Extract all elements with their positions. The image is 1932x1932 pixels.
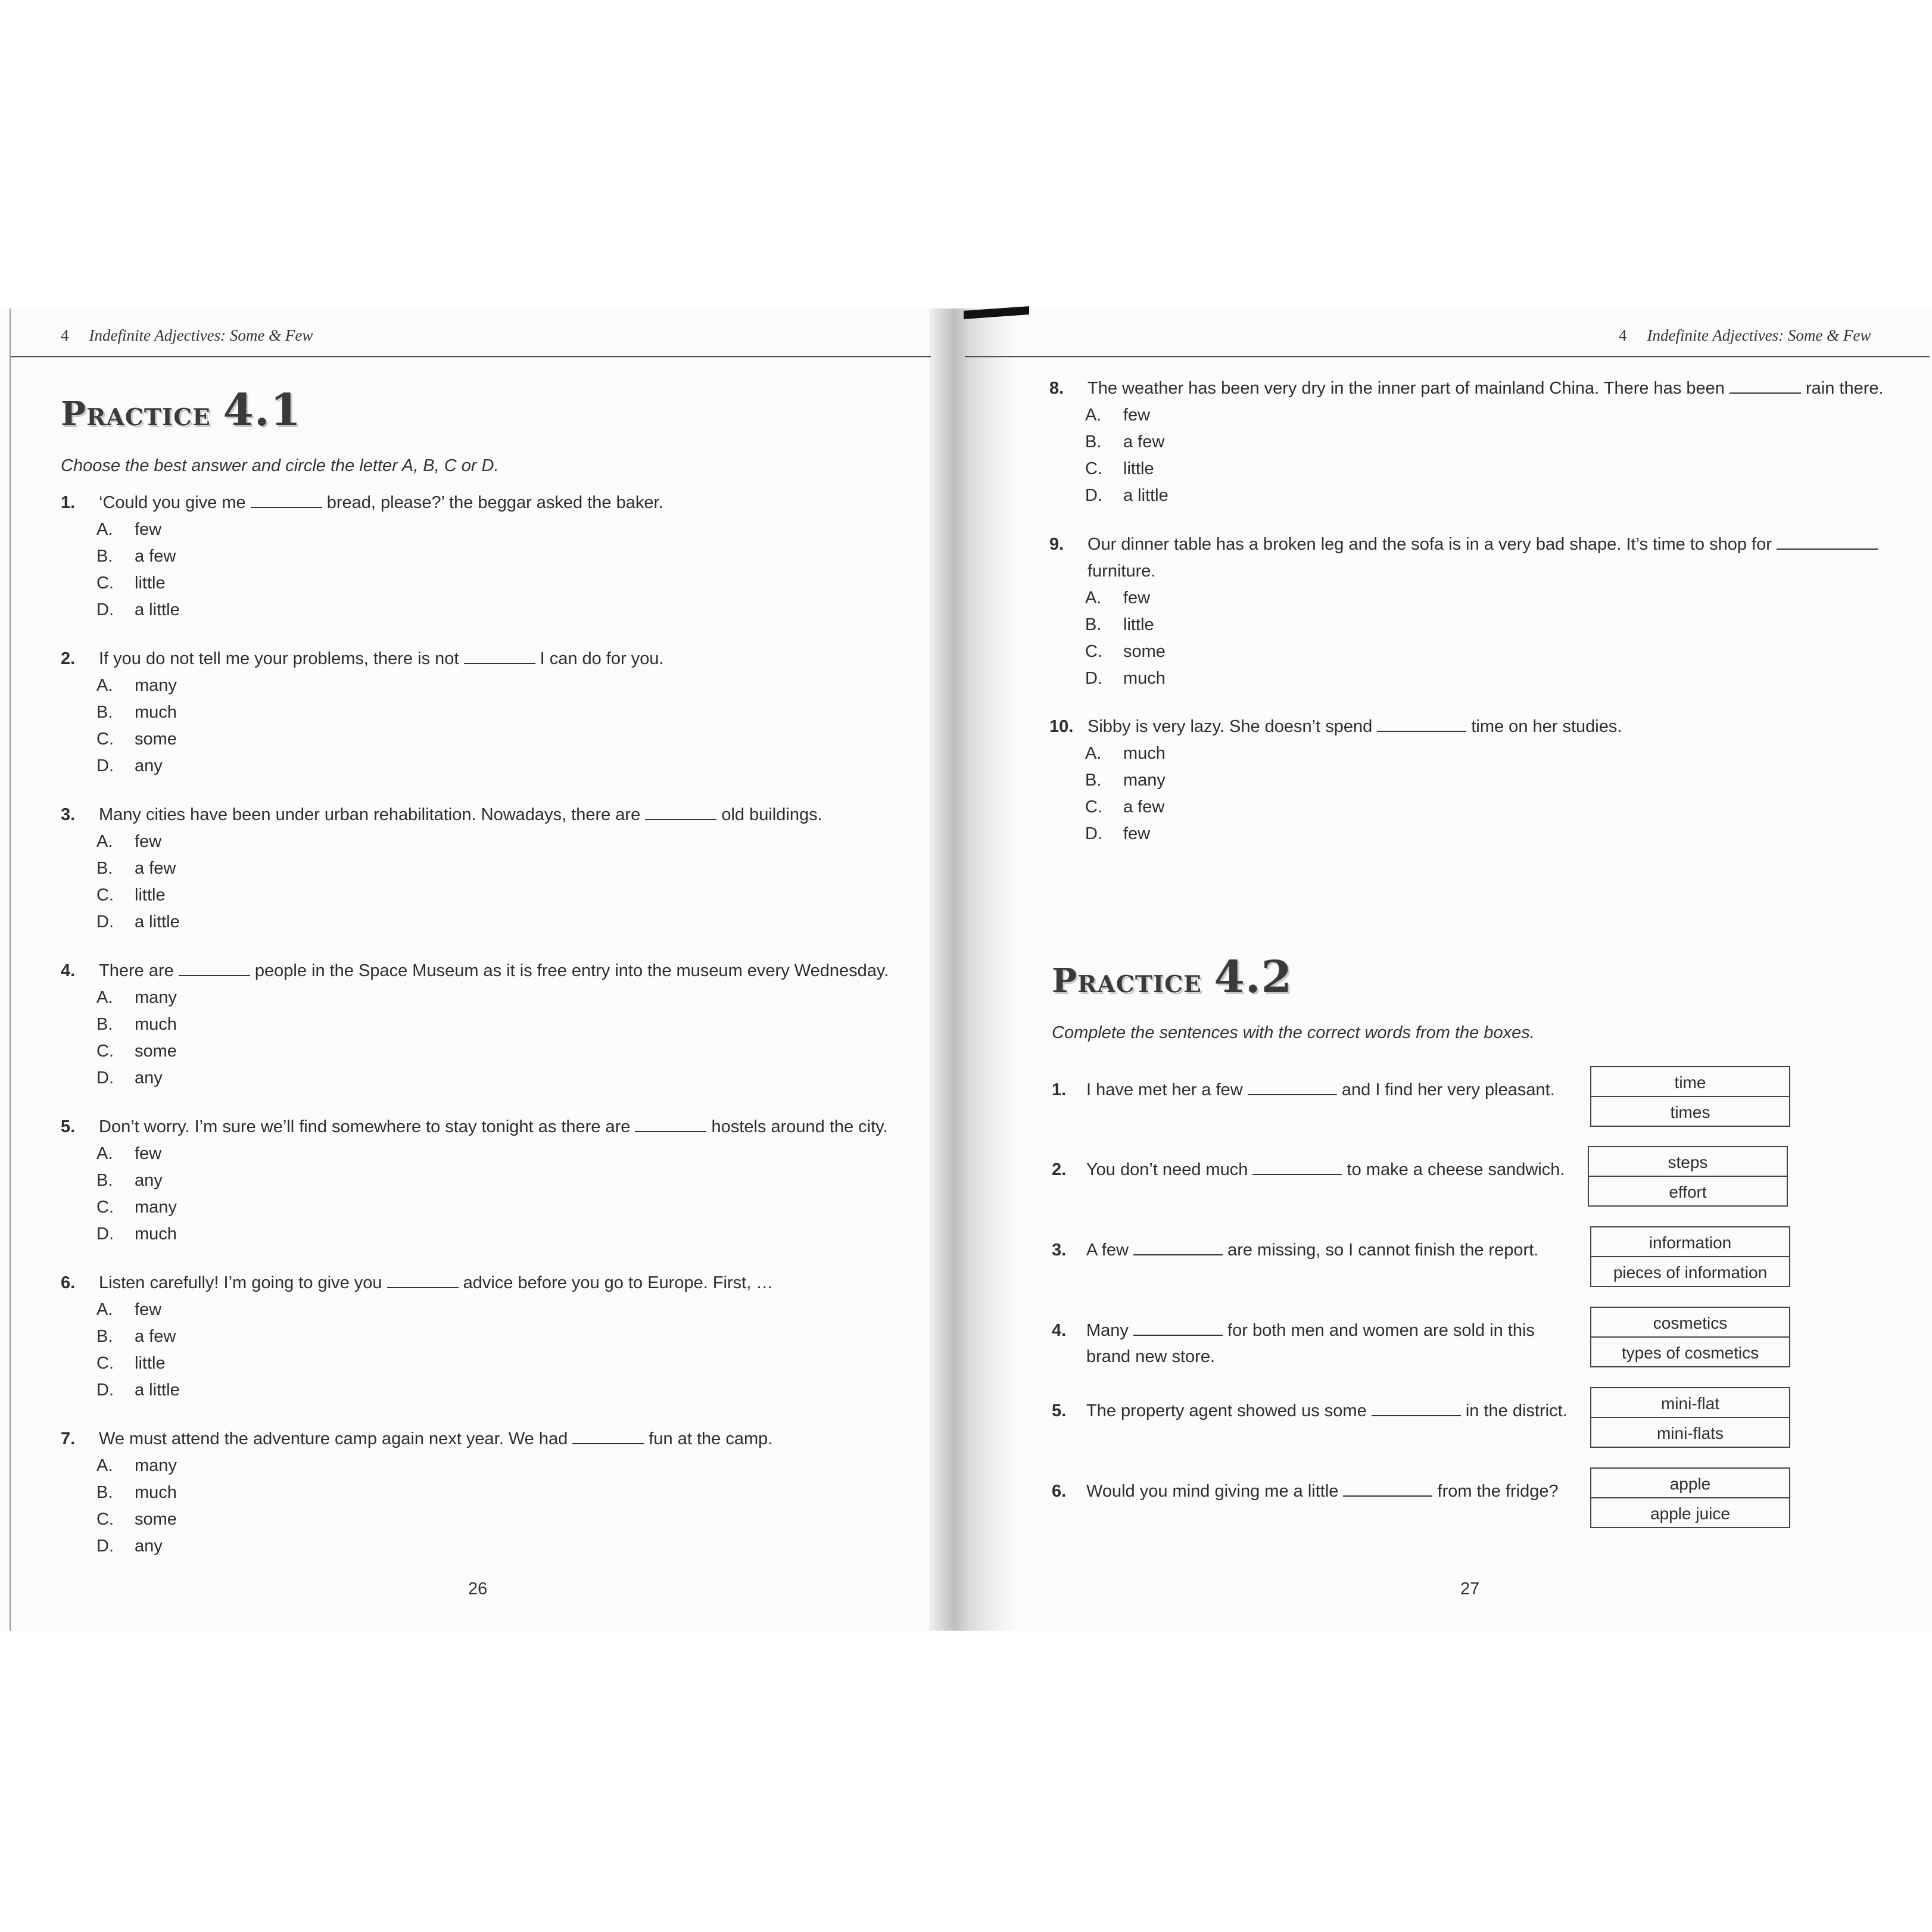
question-text-after: rain there. (1806, 379, 1884, 398)
answer-option[interactable] (61, 1377, 906, 1404)
option-letter: D. (96, 600, 114, 619)
option-text: few (1123, 406, 1151, 425)
fill-question-item (1052, 1317, 1576, 1370)
option-text: few (135, 1144, 162, 1163)
practice-title (61, 385, 301, 436)
right-page (965, 309, 1932, 1631)
question-number: 6. (61, 1273, 76, 1292)
question-number: 9. (1049, 535, 1064, 554)
answer-option[interactable] (61, 855, 906, 882)
option-text: much (135, 703, 177, 722)
option-letter: B. (1085, 432, 1102, 451)
option-text: few (135, 520, 162, 539)
answer-blank[interactable] (572, 1428, 644, 1444)
question-stem (61, 958, 906, 984)
question-text-after: bread, please?’ the beggar asked the baker. (326, 493, 663, 512)
question-text-after: and I find her very pleasant. (1341, 1080, 1555, 1099)
answer-blank[interactable] (1248, 1079, 1337, 1095)
answer-option[interactable] (61, 699, 906, 726)
question-text-before: Sibby is very lazy. She doesn’t spend (1087, 717, 1373, 736)
running-head (61, 326, 313, 345)
question-stem (1052, 1157, 1576, 1183)
question-number: 4. (1052, 1321, 1067, 1340)
option-letter: A. (96, 520, 113, 539)
question-text-before: Our dinner table has a broken leg and the sofa is in a very bad shape. It’s time to shop for (1087, 535, 1772, 554)
answer-option[interactable] (61, 597, 906, 624)
question-text-before: ‘Could you give me (99, 493, 246, 512)
question-number: 7. (61, 1429, 76, 1448)
word-choice[interactable]: mini-flat (1660, 1394, 1719, 1413)
word-choice-box (1590, 1226, 1790, 1287)
word-choice-box (1590, 1066, 1790, 1127)
option-letter: B. (96, 859, 113, 878)
practice-word: Practice (1052, 961, 1202, 1001)
answer-option[interactable] (61, 1011, 906, 1038)
option-text: few (1123, 588, 1151, 607)
question-stem (1049, 713, 1919, 740)
word-choice-box (1590, 1467, 1790, 1528)
option-text: any (135, 756, 163, 775)
answer-option[interactable] (61, 1221, 906, 1248)
question-text-after: in the district. (1465, 1401, 1568, 1420)
option-text: little (135, 574, 166, 593)
option-letter: A. (1085, 588, 1102, 607)
answer-blank[interactable] (179, 959, 250, 976)
question-stem (61, 1114, 906, 1140)
answer-option[interactable] (1049, 482, 1919, 509)
option-text: many (135, 676, 177, 695)
option-text: much (1123, 744, 1166, 763)
question-number: 1. (1052, 1080, 1067, 1099)
answer-option[interactable] (61, 1506, 906, 1533)
option-text: some (135, 1042, 177, 1061)
question-item (1049, 375, 1919, 509)
answer-blank[interactable] (1372, 1400, 1461, 1416)
question-stem (61, 646, 906, 672)
option-text: few (135, 832, 162, 851)
option-letter: D. (96, 1537, 114, 1556)
question-text-before: We must attend the adventure camp again next year. We had (99, 1429, 568, 1448)
answer-blank[interactable] (1777, 533, 1878, 550)
word-choice[interactable]: time (1674, 1073, 1706, 1092)
answer-option[interactable] (61, 672, 906, 699)
answer-option[interactable] (61, 984, 906, 1011)
answer-option[interactable] (61, 570, 906, 597)
question-text-after: I can do for you. (540, 649, 664, 668)
question-text-after: from the fridge? (1437, 1482, 1559, 1501)
header-rule (11, 356, 931, 357)
option-letter: D. (1085, 669, 1102, 688)
question-text-after: furniture. (1087, 562, 1156, 581)
question-stem (61, 802, 906, 828)
question-item (1049, 531, 1919, 692)
answer-option[interactable] (61, 1533, 906, 1560)
question-stem (1049, 531, 1919, 585)
practice-word: Practice (61, 394, 211, 434)
answer-option[interactable] (1049, 429, 1919, 456)
question-item (61, 1270, 906, 1404)
option-text: a little (135, 912, 180, 931)
question-stem (1052, 1077, 1576, 1103)
option-text: few (135, 1300, 162, 1319)
answer-option[interactable] (1049, 821, 1919, 847)
question-item (61, 1114, 906, 1248)
option-text: much (1123, 669, 1166, 688)
answer-option[interactable] (61, 543, 906, 570)
option-letter: C. (96, 1510, 114, 1529)
answer-option[interactable] (61, 882, 906, 909)
option-letter: C. (96, 574, 114, 593)
practice-number: 4.2 (1214, 952, 1293, 1003)
option-letter: C. (96, 1042, 114, 1061)
answer-option[interactable] (1049, 740, 1919, 767)
question-item (61, 646, 906, 780)
question-text-before: Would you mind giving me a little (1086, 1482, 1339, 1501)
option-letter: C. (1085, 459, 1102, 478)
word-choice[interactable]: steps (1668, 1153, 1708, 1171)
answer-option[interactable] (1049, 767, 1919, 794)
option-letter: A. (96, 676, 113, 695)
answer-option[interactable] (1049, 638, 1919, 665)
option-text: many (135, 988, 177, 1007)
answer-blank[interactable] (1133, 1239, 1223, 1255)
option-text: a little (135, 600, 180, 619)
option-letter: B. (96, 1483, 113, 1502)
option-text: a little (1123, 486, 1168, 505)
option-letter: C. (96, 730, 114, 749)
answer-option[interactable] (61, 516, 906, 543)
running-head (1619, 326, 1871, 345)
question-text-before: Don’t worry. I’m sure we’ll find somewhere to stay tonight as there are (99, 1117, 631, 1136)
question-item (1049, 713, 1919, 847)
answer-blank[interactable] (251, 491, 322, 508)
answer-option[interactable] (1049, 456, 1919, 482)
answer-option[interactable] (61, 1065, 906, 1092)
answer-option[interactable] (61, 726, 906, 753)
option-text: a few (135, 1327, 176, 1346)
question-number: 1. (61, 493, 76, 512)
option-letter: D. (1085, 824, 1102, 843)
option-text: a few (1123, 432, 1165, 451)
practice-number: 4.1 (223, 385, 302, 436)
answer-option[interactable] (1049, 612, 1919, 638)
question-stem (1049, 375, 1919, 402)
chapter-number: 4 (1619, 326, 1627, 344)
option-text: a little (135, 1381, 180, 1400)
question-text-after: people in the Space Museum as it is free entry into the museum every Wednesday. (254, 961, 889, 980)
answer-option[interactable] (61, 1297, 906, 1323)
answer-option[interactable] (61, 1194, 906, 1221)
option-letter: A. (96, 1144, 113, 1163)
word-choice-box (1590, 1387, 1790, 1448)
option-letter: C. (96, 1198, 114, 1217)
option-letter: D. (96, 1068, 114, 1087)
option-letter: B. (96, 1171, 113, 1190)
answer-blank[interactable] (645, 803, 716, 820)
question-stem (61, 1426, 906, 1453)
instruction-text: Choose the best answer and circle the letter A, B, C or D. (61, 456, 499, 475)
question-text-before: Many (1086, 1321, 1129, 1340)
page-number: 26 (468, 1579, 488, 1598)
word-choice-box (1590, 1307, 1790, 1367)
answer-option[interactable] (61, 828, 906, 855)
option-letter: D. (96, 1381, 114, 1400)
option-text: much (135, 1483, 177, 1502)
answer-blank[interactable] (1377, 715, 1466, 732)
answer-blank[interactable] (1252, 1158, 1342, 1175)
header-rule (965, 356, 1930, 357)
option-letter: A. (1085, 744, 1102, 763)
question-number: 10. (1049, 717, 1074, 736)
option-text: any (135, 1068, 163, 1087)
option-text: some (135, 1510, 177, 1529)
option-letter: A. (96, 1456, 113, 1475)
option-letter: C. (96, 1354, 114, 1373)
option-text: many (135, 1456, 177, 1475)
question-number: 4. (61, 961, 76, 980)
word-choice-box (1588, 1146, 1788, 1207)
option-letter: B. (1085, 771, 1102, 790)
question-number: 3. (1052, 1241, 1067, 1260)
question-text-after: to make a cheese sandwich. (1347, 1160, 1565, 1179)
question-text-before: If you do not tell me your problems, there is not (99, 649, 459, 668)
answer-option[interactable] (61, 1038, 906, 1065)
instruction-text: Complete the sentences with the correct words from the boxes. (1052, 1023, 1535, 1042)
answer-option[interactable] (61, 909, 906, 936)
option-letter: B. (96, 547, 113, 566)
option-text: much (135, 1224, 177, 1244)
answer-option[interactable] (61, 1167, 906, 1194)
option-letter: D. (1085, 486, 1102, 505)
open-workbook (0, 309, 1932, 1631)
option-text: a few (135, 547, 176, 566)
question-item (61, 1426, 906, 1560)
question-number: 2. (1052, 1160, 1067, 1179)
answer-option[interactable] (1049, 402, 1919, 429)
question-stem (61, 490, 906, 516)
question-text-after: for both men and women are sold in this (1227, 1321, 1535, 1340)
option-text: many (1123, 771, 1166, 790)
question-number: 6. (1052, 1482, 1067, 1501)
chapter-title: Indefinite Adjectives: Some & Few (89, 326, 313, 344)
word-choice[interactable]: mini-flats (1591, 1417, 1789, 1447)
option-text: some (1123, 642, 1166, 661)
option-letter: B. (96, 1015, 113, 1034)
word-choice[interactable]: information (1649, 1233, 1732, 1252)
question-number: 3. (61, 805, 76, 824)
option-text: few (1123, 824, 1151, 843)
answer-option[interactable] (61, 1323, 906, 1350)
question-text-line2: brand new store. (1086, 1347, 1216, 1366)
word-choice[interactable]: apple (1669, 1475, 1711, 1493)
question-text-before: You don’t need much (1086, 1160, 1248, 1179)
question-stem (61, 1270, 906, 1297)
answer-option[interactable] (61, 1140, 906, 1167)
chapter-number: 4 (61, 326, 69, 344)
page-number: 27 (1460, 1579, 1480, 1598)
question-item (61, 958, 906, 1092)
option-letter: A. (96, 1300, 113, 1319)
option-letter: C. (1085, 642, 1102, 661)
word-choice[interactable]: effort (1589, 1176, 1787, 1205)
question-number: 5. (1052, 1401, 1067, 1420)
word-choice[interactable]: cosmetics (1653, 1314, 1728, 1332)
fill-question-item (1052, 1077, 1576, 1103)
question-number: 2. (61, 649, 76, 668)
answer-blank[interactable] (635, 1115, 706, 1132)
option-text: some (135, 730, 177, 749)
option-letter: C. (96, 886, 114, 905)
option-letter: A. (96, 832, 113, 851)
chapter-title: Indefinite Adjectives: Some & Few (1647, 326, 1871, 344)
word-choice[interactable]: times (1591, 1096, 1789, 1126)
practice-title (1052, 952, 1292, 1003)
answer-blank[interactable] (1343, 1480, 1432, 1497)
question-text-before: The property agent showed us some (1086, 1401, 1367, 1420)
fill-question-item (1052, 1237, 1576, 1263)
option-text: a few (1123, 797, 1165, 817)
answer-blank[interactable] (1730, 377, 1801, 394)
question-text-after: fun at the camp. (649, 1429, 773, 1448)
question-stem (1052, 1317, 1576, 1370)
option-text: many (135, 1198, 177, 1217)
fill-question-item (1052, 1157, 1576, 1183)
option-text: little (135, 1354, 166, 1373)
option-letter: B. (96, 1327, 113, 1346)
answer-blank[interactable] (1133, 1319, 1223, 1336)
question-text-before: I have met her a few (1086, 1080, 1243, 1099)
answer-option[interactable] (1049, 585, 1919, 612)
answer-option[interactable] (1049, 665, 1919, 692)
question-text-after: are missing, so I cannot finish the report. (1227, 1241, 1539, 1260)
option-text: any (135, 1537, 163, 1556)
answer-option[interactable] (61, 1479, 906, 1506)
question-text-before: Listen carefully! I’m going to give you (99, 1273, 382, 1292)
word-choice[interactable]: apple juice (1591, 1497, 1789, 1527)
question-item (61, 490, 906, 624)
answer-blank[interactable] (387, 1272, 459, 1288)
fill-question-item (1052, 1398, 1576, 1424)
answer-option[interactable] (61, 753, 906, 780)
answer-blank[interactable] (464, 647, 535, 664)
question-text-after: time on her studies. (1471, 717, 1622, 736)
option-letter: A. (1085, 406, 1102, 425)
question-text-before: The weather has been very dry in the inner part of mainland China. There has been (1087, 379, 1725, 398)
question-text-after: advice before you go to Europe. First, … (463, 1273, 774, 1292)
word-choice[interactable]: pieces of information (1591, 1256, 1789, 1286)
option-text: much (135, 1015, 177, 1034)
fill-question-item (1052, 1478, 1576, 1504)
option-letter: B. (96, 703, 113, 722)
option-text: little (1123, 459, 1154, 478)
question-stem (1052, 1237, 1576, 1263)
question-text-before: Many cities have been under urban rehabilitation. Nowadays, there are (99, 805, 641, 824)
question-text-before: There are (99, 961, 174, 980)
question-stem (1052, 1398, 1576, 1424)
option-letter: A. (96, 988, 113, 1007)
question-number: 5. (61, 1117, 76, 1136)
option-text: a few (135, 859, 176, 878)
option-letter: D. (96, 756, 114, 775)
option-text: any (135, 1171, 163, 1190)
option-letter: D. (96, 1224, 114, 1244)
answer-option[interactable] (61, 1453, 906, 1479)
question-stem (1052, 1478, 1576, 1504)
question-text-after: old buildings. (721, 805, 822, 824)
answer-option[interactable] (1049, 794, 1919, 821)
option-letter: B. (1085, 615, 1102, 634)
question-item (61, 802, 906, 936)
answer-option[interactable] (61, 1350, 906, 1377)
question-number: 8. (1049, 379, 1064, 398)
option-text: little (135, 886, 166, 905)
word-choice[interactable]: types of cosmetics (1591, 1336, 1789, 1366)
option-text: little (1123, 615, 1154, 634)
option-letter: D. (96, 912, 114, 931)
option-letter: C. (1085, 797, 1102, 817)
question-text-after: hostels around the city. (711, 1117, 888, 1136)
left-page (0, 309, 953, 1631)
question-text-before: A few (1086, 1241, 1129, 1260)
